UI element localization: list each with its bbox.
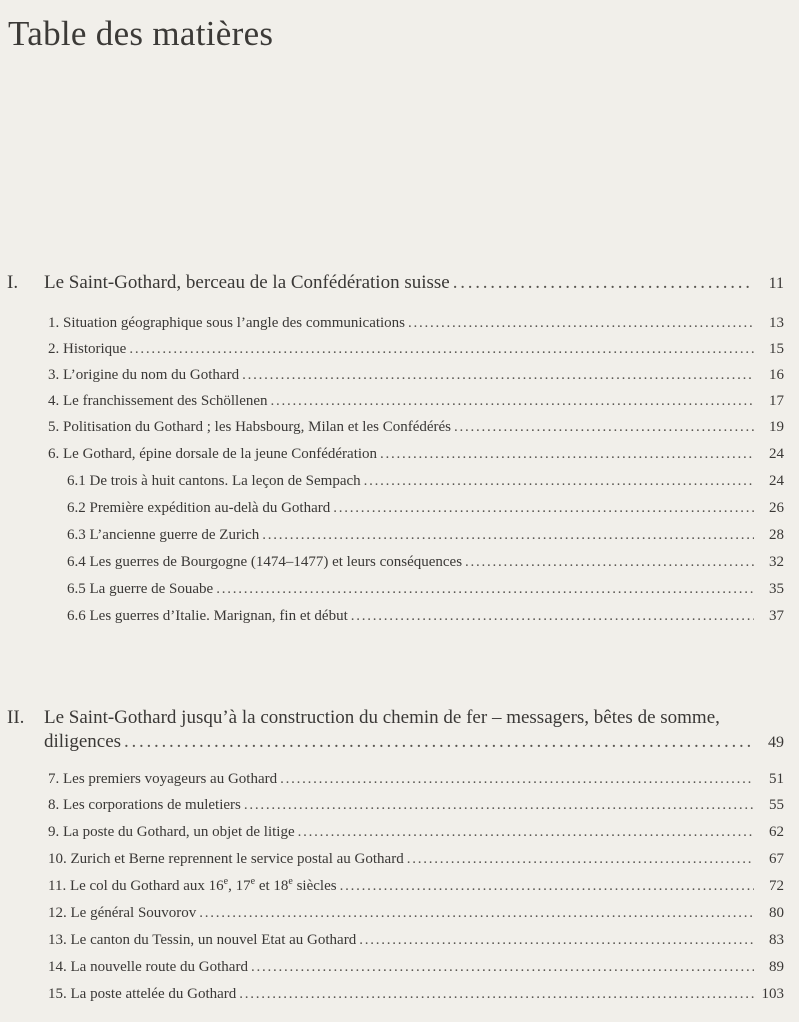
- toc-entry[interactable]: [48, 771, 784, 788]
- leader-dots: [280, 771, 754, 788]
- toc-entry[interactable]: [48, 367, 784, 384]
- leader-dots: [407, 851, 754, 868]
- entry-page: 37: [769, 608, 784, 624]
- leader-dots: [244, 797, 754, 814]
- toc-entry[interactable]: [48, 959, 784, 976]
- entry-page: 24: [769, 473, 784, 489]
- entry-label: 6.6 Les guerres d’Italie. Marignan, fin et début: [67, 608, 348, 624]
- entry-page: 67: [769, 851, 784, 867]
- part-1-heading-row[interactable]: [44, 272, 784, 294]
- entry-label: 1. Situation géographique sous l’angle des communications: [48, 315, 406, 331]
- toc-entry[interactable]: [48, 315, 784, 332]
- entry-page: 16: [769, 367, 784, 383]
- entry-page: 83: [769, 932, 784, 948]
- leader-dots: [454, 419, 754, 436]
- entry-label: 14. La nouvelle route du Gothard: [48, 959, 248, 975]
- entry-label: 6.2 Première expédition au-delà du Gothard: [67, 500, 331, 516]
- entry-page: 32: [769, 554, 784, 570]
- entry-page: 26: [769, 500, 784, 516]
- entry-page: 13: [769, 315, 784, 331]
- part-2-heading-row[interactable]: [44, 731, 784, 753]
- leader-dots: [271, 393, 754, 410]
- entry-page: 80: [769, 905, 784, 921]
- entry-label: 10. Zurich et Berne reprennent le service postal au Gothard: [48, 851, 404, 867]
- superscript: e: [288, 876, 293, 887]
- leader-dots: [239, 986, 754, 1003]
- entry-label: 5. Politisation du Gothard ; les Habsbourg, Milan et les Confédérés: [48, 419, 452, 435]
- entry-label: 12. Le général Souvorov: [48, 905, 197, 921]
- part-2-title-line-2: diligences: [44, 731, 122, 752]
- entry-label: 6.5 La guerre de Souabe: [67, 581, 214, 597]
- leader-dots: [453, 272, 754, 294]
- entry-page: 89: [769, 959, 784, 975]
- leader-dots: [129, 341, 754, 358]
- toc-subentry[interactable]: [67, 473, 784, 490]
- toc-entry[interactable]: [48, 446, 784, 463]
- leader-dots: [340, 878, 754, 895]
- part-2-numeral: II.: [7, 707, 25, 728]
- toc-subentry[interactable]: [67, 500, 784, 517]
- leader-dots: [298, 824, 754, 841]
- entry-page: 72: [769, 878, 784, 894]
- entry-label-part: siècles: [292, 878, 337, 894]
- leader-dots: [124, 731, 754, 753]
- entry-label: 6.4 Les guerres de Bourgogne (1474–1477) et leurs conséquences: [67, 554, 463, 570]
- part-1-page: 11: [768, 275, 784, 292]
- entry-page: 35: [769, 581, 784, 597]
- toc-entry[interactable]: [48, 341, 784, 358]
- part-1-numeral: I.: [7, 272, 19, 293]
- toc-entry[interactable]: [48, 393, 784, 410]
- entry-label: 15. La poste attelée du Gothard: [48, 986, 237, 1002]
- leader-dots: [199, 905, 754, 922]
- toc-subentry[interactable]: [67, 608, 784, 625]
- entry-label: 4. Le franchissement des Schöllenen: [48, 393, 268, 409]
- leader-dots: [364, 473, 754, 490]
- toc-entry[interactable]: [48, 797, 784, 814]
- part-1-title: Le Saint-Gothard, berceau de la Confédération suisse: [44, 272, 450, 293]
- entry-label-part: et 18: [255, 878, 289, 894]
- toc-subentry[interactable]: [67, 581, 784, 598]
- toc-entry[interactable]: [48, 419, 784, 436]
- entry-label: 9. La poste du Gothard, un objet de litige: [48, 824, 295, 840]
- leader-dots: [408, 315, 754, 332]
- entry-label: 13. Le canton du Tessin, un nouvel Etat au Gothard: [48, 932, 357, 948]
- entry-label: 6.1 De trois à huit cantons. La leçon de Sempach: [67, 473, 361, 489]
- entry-page: 103: [761, 986, 784, 1002]
- superscript: e: [250, 876, 256, 887]
- leader-dots: [465, 554, 754, 571]
- part-2-title-line-1[interactable]: Le Saint-Gothard jusqu’à la construction du chemin de fer – messagers, bêtes de somme,: [44, 707, 720, 728]
- entry-label: [48, 878, 337, 895]
- leader-dots: [359, 932, 754, 949]
- leader-dots: [262, 527, 754, 544]
- entry-label-part: 11. Le col du Gothard aux 16: [48, 878, 224, 894]
- leader-dots: [351, 608, 754, 625]
- entry-label: 7. Les premiers voyageurs au Gothard: [48, 771, 278, 787]
- superscript: e: [223, 876, 229, 887]
- entry-label: 8. Les corporations de muletiers: [48, 797, 241, 813]
- leader-dots: [251, 959, 754, 976]
- page-title: Table des matières: [8, 14, 274, 53]
- entry-label: 2. Historique: [48, 341, 127, 357]
- entry-page: 62: [769, 824, 784, 840]
- toc-entry[interactable]: [48, 932, 784, 949]
- entry-label: 6.3 L’ancienne guerre de Zurich: [67, 527, 260, 543]
- part-2-page: 49: [768, 734, 784, 751]
- entry-page: 28: [769, 527, 784, 543]
- toc-subentry[interactable]: [67, 554, 784, 571]
- leader-dots: [380, 446, 754, 463]
- leader-dots: [333, 500, 754, 517]
- entry-label-part: , 17: [228, 878, 251, 894]
- entry-page: 19: [769, 419, 784, 435]
- entry-page: 51: [769, 771, 784, 787]
- toc-entry[interactable]: [48, 878, 784, 895]
- leader-dots: [242, 367, 754, 384]
- toc-entry[interactable]: [48, 905, 784, 922]
- leader-dots: [216, 581, 754, 598]
- toc-entry[interactable]: [48, 824, 784, 841]
- entry-page: 24: [769, 446, 784, 462]
- entry-label: 3. L’origine du nom du Gothard: [48, 367, 240, 383]
- entry-page: 17: [769, 393, 784, 409]
- entry-page: 15: [769, 341, 784, 357]
- entry-label: 6. Le Gothard, épine dorsale de la jeune Confédération: [48, 446, 378, 462]
- toc-entry[interactable]: [48, 851, 784, 868]
- entry-page: 55: [769, 797, 784, 813]
- toc-subentry[interactable]: [67, 527, 784, 544]
- toc-entry[interactable]: [48, 986, 784, 1003]
